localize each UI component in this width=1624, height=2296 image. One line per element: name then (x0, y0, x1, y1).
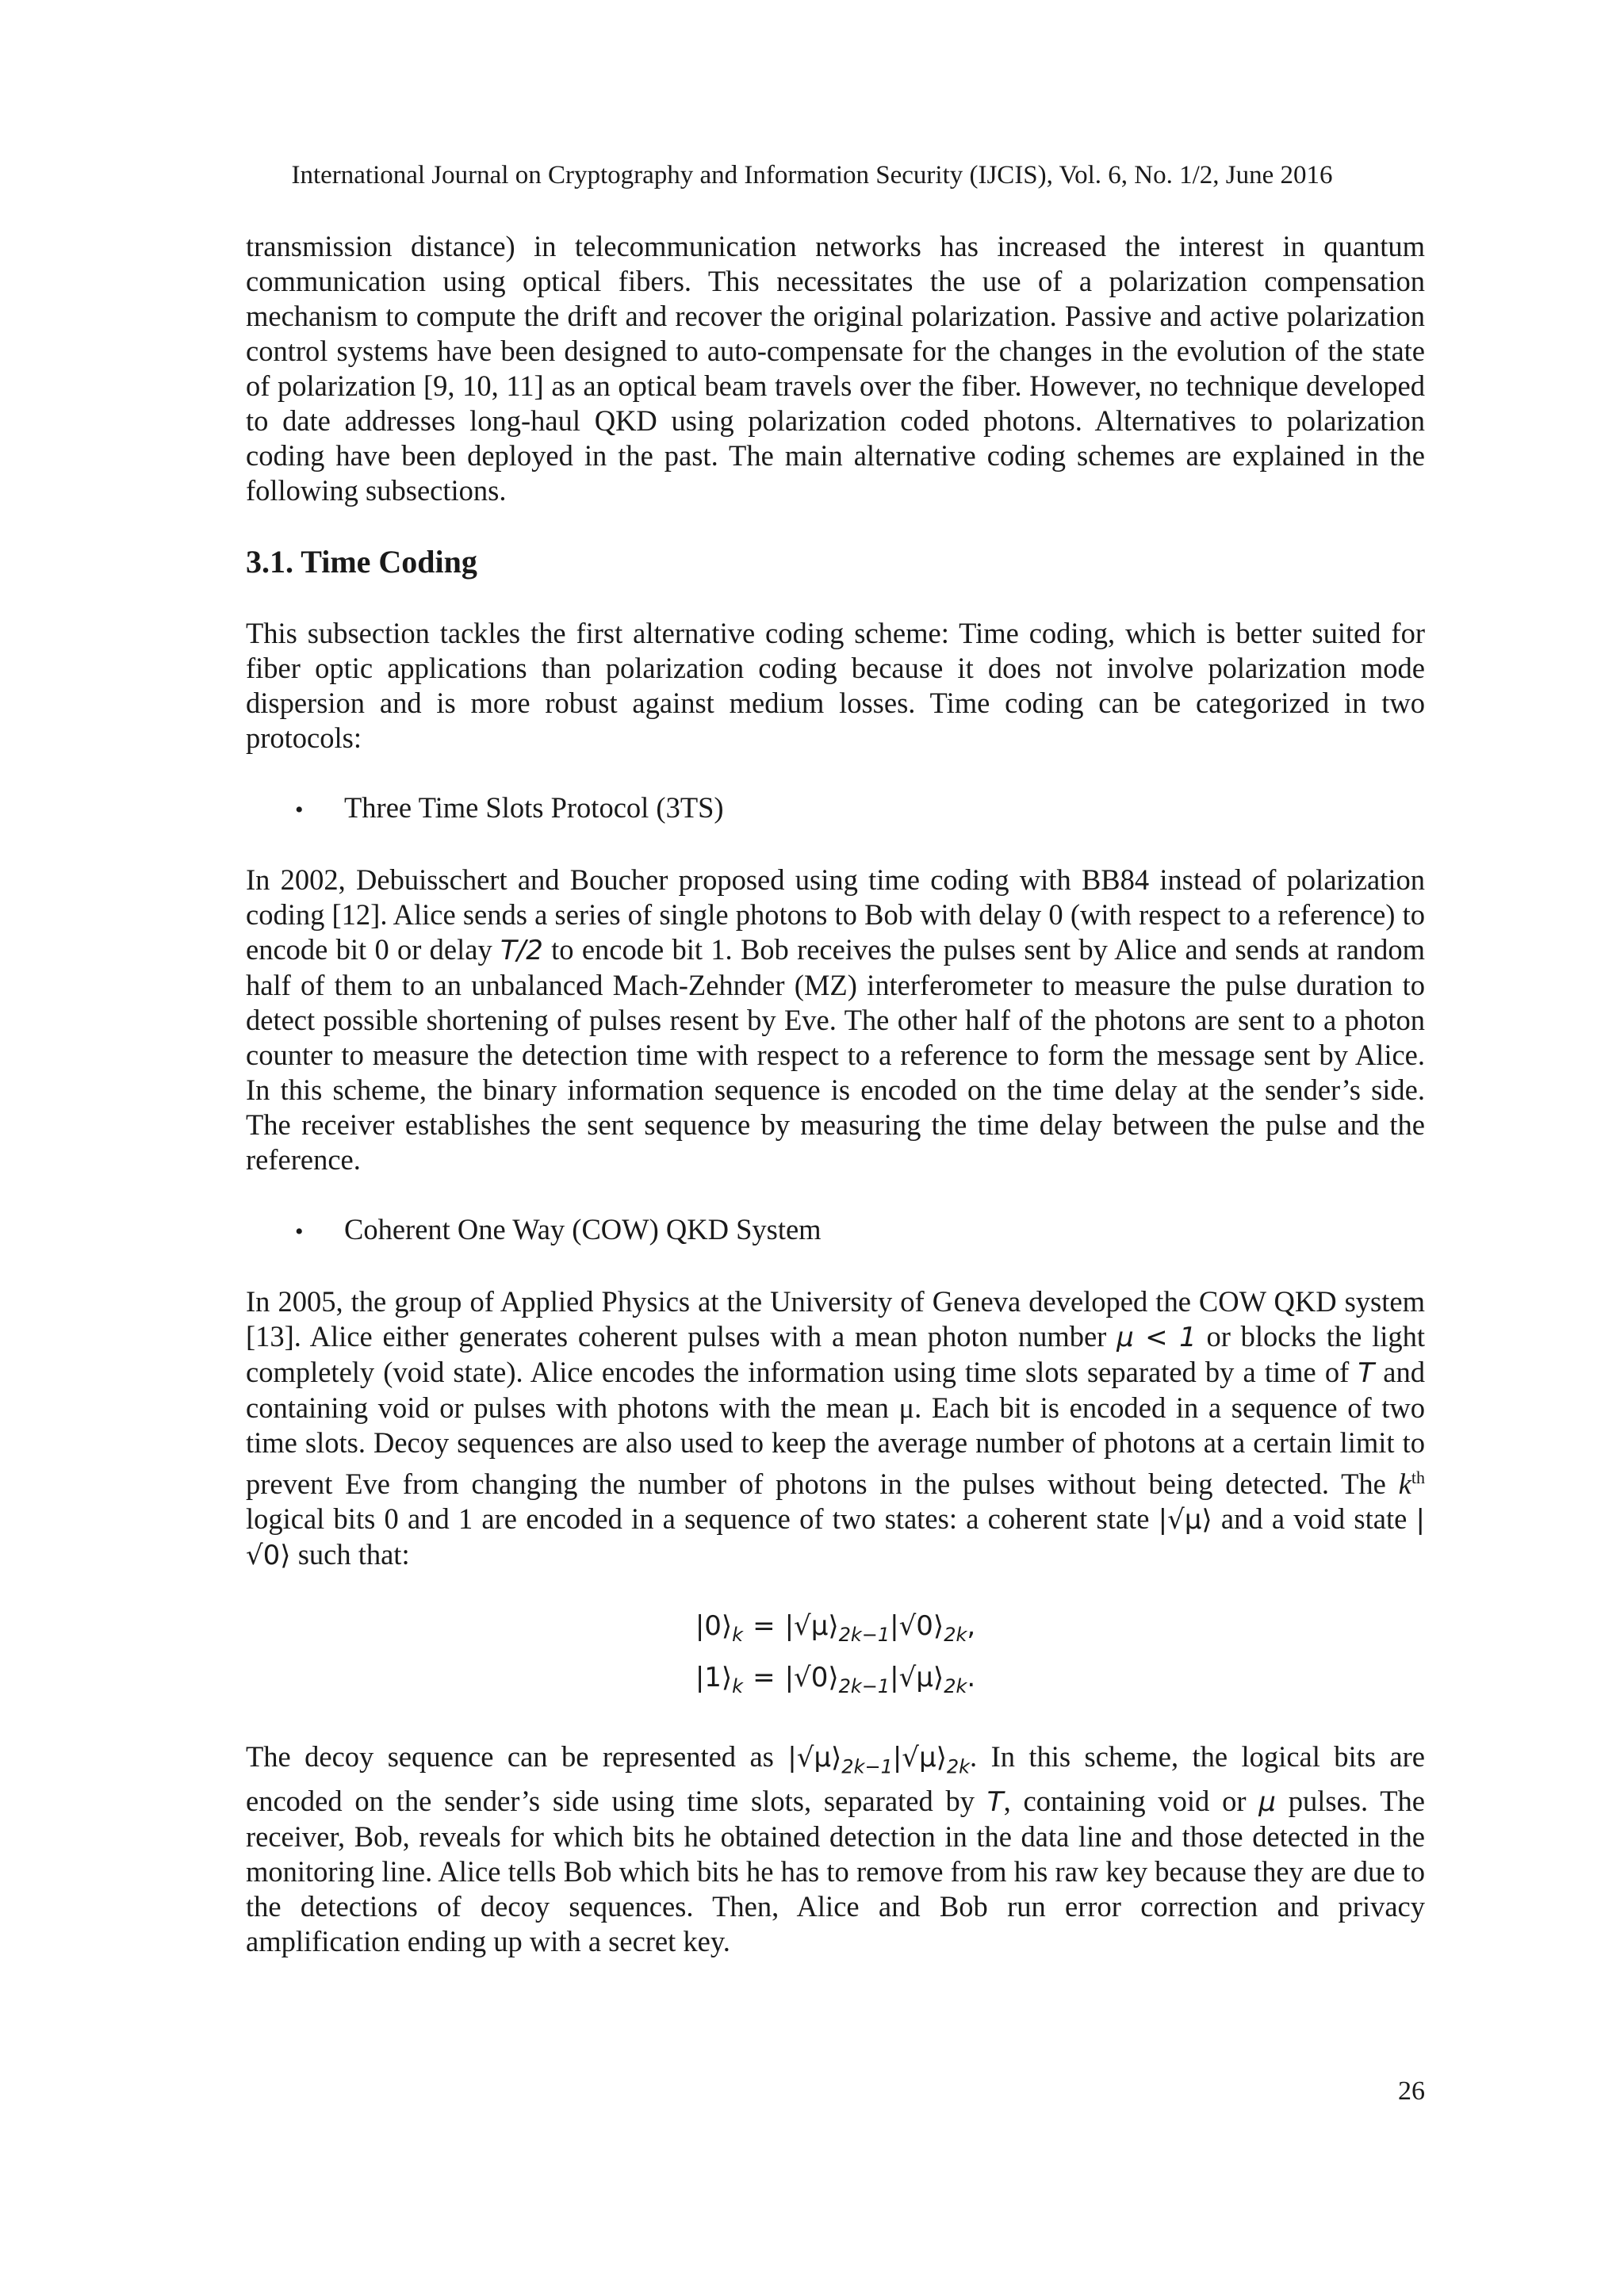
paragraph-intro: transmission distance) in telecommunication networks has increased the interest in quantum communication using optical fibers. This necessitates the use of a polarization compensation mechanism to compute the drift and recover the original polarization. Passive and active polarization control systems have been designed to auto-compensate for the changes in the evolution of the state of polarization [9, 10, 11] as an optical beam travels over the fiber. However, no technique developed to date addresses long-haul QKD using polarization coded photons. Alternatives to polarization coding have been deployed in the past. The main alternative coding schemes are explained in the following subsections. (246, 230, 1425, 507)
math-mu-less-1: μ < 1 (1116, 1322, 1197, 1353)
paragraph-decoy: The decoy sequence can be represented as $|√\mu⟩_{2k-1}|√\mu⟩_{2k}$. In this scheme, the logical bits are encoded on the sender’s side using time slots, separated by T, containing void or μ pulses. The receiver, Bob, reveals for which bits he obtained detection in the data line and those detected in the monitoring line. Alice tells Bob which bits he has to remove from his raw key because they are due to the detections of decoy sequences. Then, Alice and Bob run error correction and privacy amplification ending up with a secret key. (246, 1739, 1425, 1958)
equation-bit-0: $|0⟩_k$ = $|√\mu⟩_{2k-1}|√0⟩_{2k}$, (695, 1610, 976, 1646)
equation-bit-1: $|1⟩_k$ = $|√0⟩_{2k-1}|√\mu⟩_{2k}$. (695, 1661, 976, 1697)
bullet-icon: • (295, 797, 304, 823)
bullet-icon: • (295, 1219, 304, 1245)
math-t-half: T/2 (500, 935, 543, 966)
page-number: 26 (1398, 2076, 1425, 2106)
bullet-label: Coherent One Way (COW) QKD System (344, 1213, 822, 1246)
section-heading: 3.1. Time Coding (246, 544, 477, 580)
bullet-item-cow (246, 1212, 1425, 1249)
running-header: International Journal on Cryptography and Information Security (IJCIS), Vol. 6, No. 1/2, June 2016 (291, 161, 1333, 189)
math-ket-zero: |√0⟩ (246, 1504, 1425, 1572)
bullet-label: Three Time Slots Protocol (3TS) (344, 791, 724, 824)
bullet-item-3ts (246, 790, 1425, 828)
math-ket-mu: |√μ⟩ (1158, 1504, 1212, 1536)
main-content (246, 229, 1425, 1959)
paragraph-3ts: In 2002, Debuisschert and Boucher proposed using time coding with BB84 instead of polarization coding [12]. Alice sends a series of single photons to Bob with delay 0 (with respect to a reference) to encode bit 0 or delay T/2 to encode bit 1. Bob receives the pulses sent by Alice and sends at random half of them to an unbalanced Mach-Zehnder (MZ) interferometer to measure the pulse duration to detect possible shortening of pulses resent by Eve. The other half of the photons are sent to a photon counter to measure the detection time with respect to a reference to form the message sent by Alice. In this scheme, the binary information sequence is encoded on the time delay at the sender’s side. The receiver establishes the sent sequence by measuring the time delay between the pulse and the reference. (246, 863, 1425, 1176)
paragraph-cow: In 2005, the group of Applied Physics at the University of Geneva developed the COW QKD system [13]. Alice either generates coherent pulses with a mean photon number μ < 1 or blocks the light completely (void state). Alice encodes the information using time slots separated by a time of T and containing void or pulses with photons with the mean μ. Each bit is encoded in a sequence of two time slots. Decoy sequences are also used to keep the average number of photons at a certain limit to prevent Eve from changing the number of photons in the pulses without being detected. The $k^{th}$ logical bits 0 and 1 are encoded in a sequence of two states: a coherent state |√μ⟩ and a void state |√0⟩ such that: (246, 1285, 1425, 1572)
equation-block (246, 1605, 1425, 1708)
math-t: T (1358, 1357, 1375, 1389)
paragraph-time-coding: This subsection tackles the first alternative coding scheme: Time coding, which is better suited for fiber optic applications than polarization coding because it does not involve polarization mode dispersion and is more robust against medium losses. Time coding can be categorized in two protocols: (246, 617, 1425, 754)
